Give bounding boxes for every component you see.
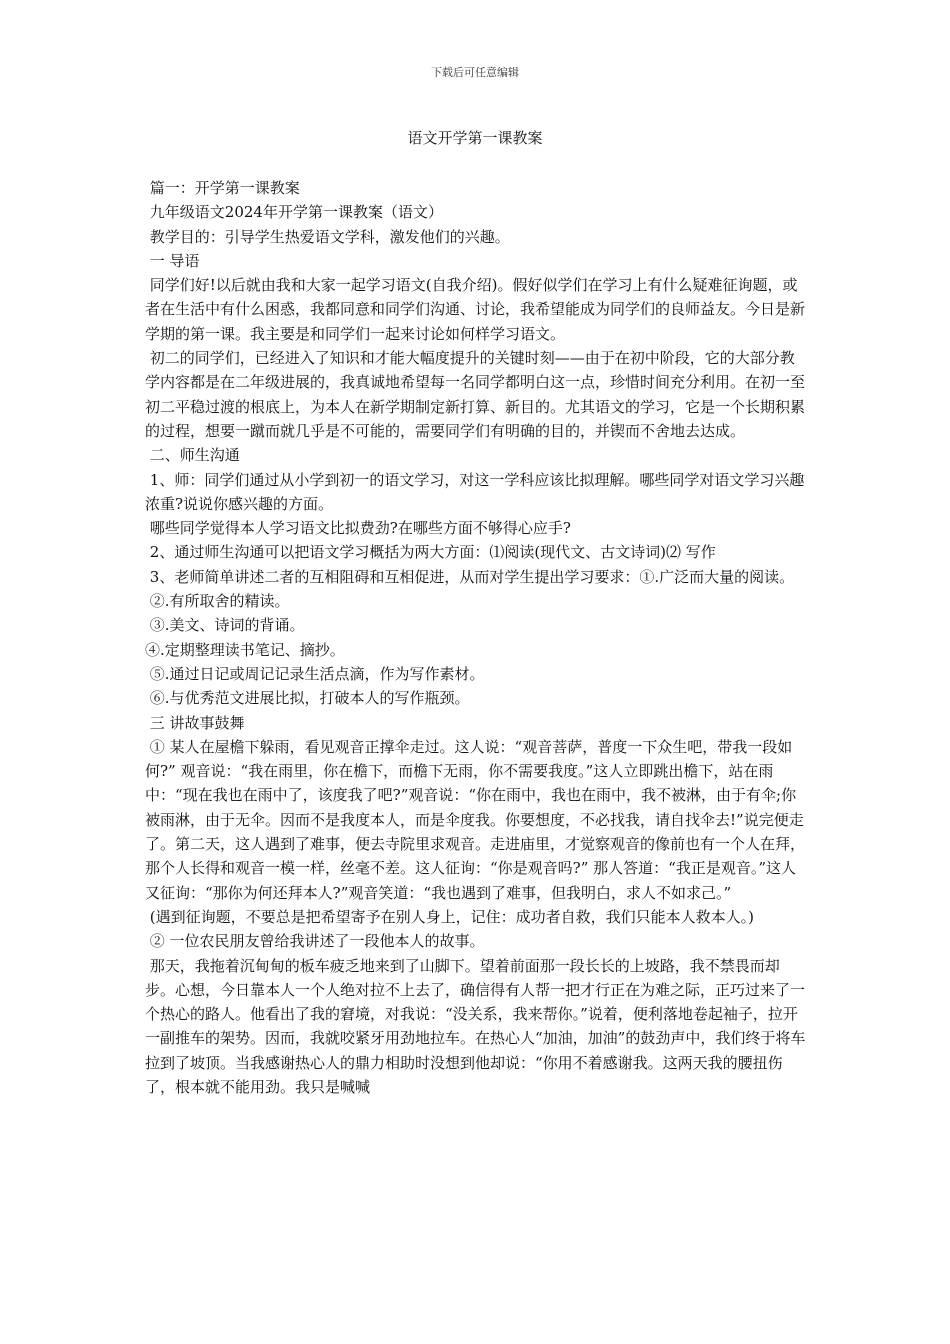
paragraph: 教学目的：引导学生热爱语文学科，激发他们的兴趣。 xyxy=(145,227,510,246)
paragraph: 初二的同学们，已经进入了知识和才能大幅度提升的关键时刻——由于在初中阶段，它的大部分教学内容都是在二年级进展的，我真诚地希望每一名同学都明白这一点，珍惜时间充分利用。在初一至初二平稳过渡的根底上，为本人在新学期制定新打算、新目的。尤其语文的学习，它是一个长期积累的过程，想要一蹴而就几乎是不可能的，需要同学们有明确的目的，并锲而不舍地去达成。 xyxy=(145,349,806,440)
section-heading: 三 讲故事鼓舞 xyxy=(145,713,245,732)
header-note: 下载后可任意编辑 xyxy=(431,66,519,79)
paragraph: 2、通过师生沟通可以把语文学习概括为两大方面：⑴阅读(现代文、古文诗词)⑵ 写作 xyxy=(145,543,716,562)
list-item: ④.定期整理读书笔记、摘抄。 xyxy=(145,640,345,659)
list-item: ⑤.通过日记或周记记录生活点滴，作为写作素材。 xyxy=(145,664,485,683)
paragraph: 1、师：同学们通过从小学到初一的语文学习，对这一学科应该比拟理解。哪些同学对语文学习兴趣浓重?说说你感兴趣的方面。 xyxy=(145,470,805,513)
paragraph: 篇一：开学第一课教案 xyxy=(145,179,300,197)
list-item: ②.有所取舍的精读。 xyxy=(145,592,290,611)
paragraph: 同学们好!以后就由我和大家一起学习语文(自我介绍)。假好似学们在学习上有什么疑难征询题，或者在生活中有什么困惑，我都同意和同学们沟通、讨论，我希望能成为同学们的良师益友。今日是新学期的第一课。我主要是和同学们一起来讨论如何样学习语文。 xyxy=(145,276,806,343)
paragraph: 那天，我拖着沉甸甸的板车疲乏地来到了山脚下。望着前面那一段长长的上坡路，我不禁畏而却步。心想，今日靠本人一个人绝对拉不上去了，确信得有人帮一把才行正在为难之际，正巧过来了一个热心的路人。他看出了我的窘境，对我说：“没关系，我来帮你。”说着，便利落地卷起袖子，拉开一副推车的架势。因而，我就咬紧牙用劲地拉车。在热心人“加油，加油”的鼓劲声中，我们终于将车拉到了坡顶。当我感谢热心人的鼎力相助时没想到他却说：“你用不着感谢我。这两天我的腰扭伤了，根本就不能用劲。我只是喊喊 xyxy=(145,956,806,1096)
document-body xyxy=(145,176,809,1099)
paragraph: (遇到征询题，不要总是把希望寄予在别人身上，记住：成功者自救，我们只能本人救本人。) xyxy=(145,907,754,926)
document-title: 语文开学第一课教案 xyxy=(407,129,543,147)
list-item: ⑥.与优秀范文进展比拟，打破本人的写作瓶颈。 xyxy=(145,689,470,708)
paragraph: ② 一位农民朋友曾给我讲述了一段他本人的故事。 xyxy=(145,932,485,951)
paragraph: ① 某人在屋檐下躲雨，看见观音正撑伞走过。这人说：“观音菩萨，普度一下众生吧，带我一段如何?” 观音说：“我在雨里，你在檐下，而檐下无雨，你不需要我度。”这人立即跳出檐下，站在雨中：“现在我也在雨中了，该度我了吧?”观音说：“你在雨中，我也在雨中，我不被淋，由于有伞;你被雨淋，由于无伞。因而不是我度本人，而是伞度我。你要想度，不必找我，请自找伞去!”说完便走了。第二天，这人遇到了难事，便去寺院里求观音。走进庙里，才觉察观音的像前也有一个人在拜，那个人长得和观音一模一样，丝毫不差。这人征询：“你是观音吗?” 那人答道：“我正是观音。”这人又征询：“那你为何还拜本人?”观音笑道：“我也遇到了难事，但我明白，求人不如求己。” xyxy=(145,737,806,902)
paragraph: 3、老师简单讲述二者的互相阻碍和互相促进，从而对学生提出学习要求：①.广泛而大量的阅读。 xyxy=(145,567,795,586)
section-heading: 二、师生沟通 xyxy=(145,446,240,465)
paragraph: 哪些同学觉得本人学习语文比拟费劲?在哪些方面不够得心应手? xyxy=(145,519,571,538)
list-item: ③.美文、诗词的背诵。 xyxy=(145,616,305,635)
paragraph: 九年级语文2024年开学第一课教案（语文） xyxy=(145,203,443,222)
section-heading: 一 导语 xyxy=(145,251,200,270)
